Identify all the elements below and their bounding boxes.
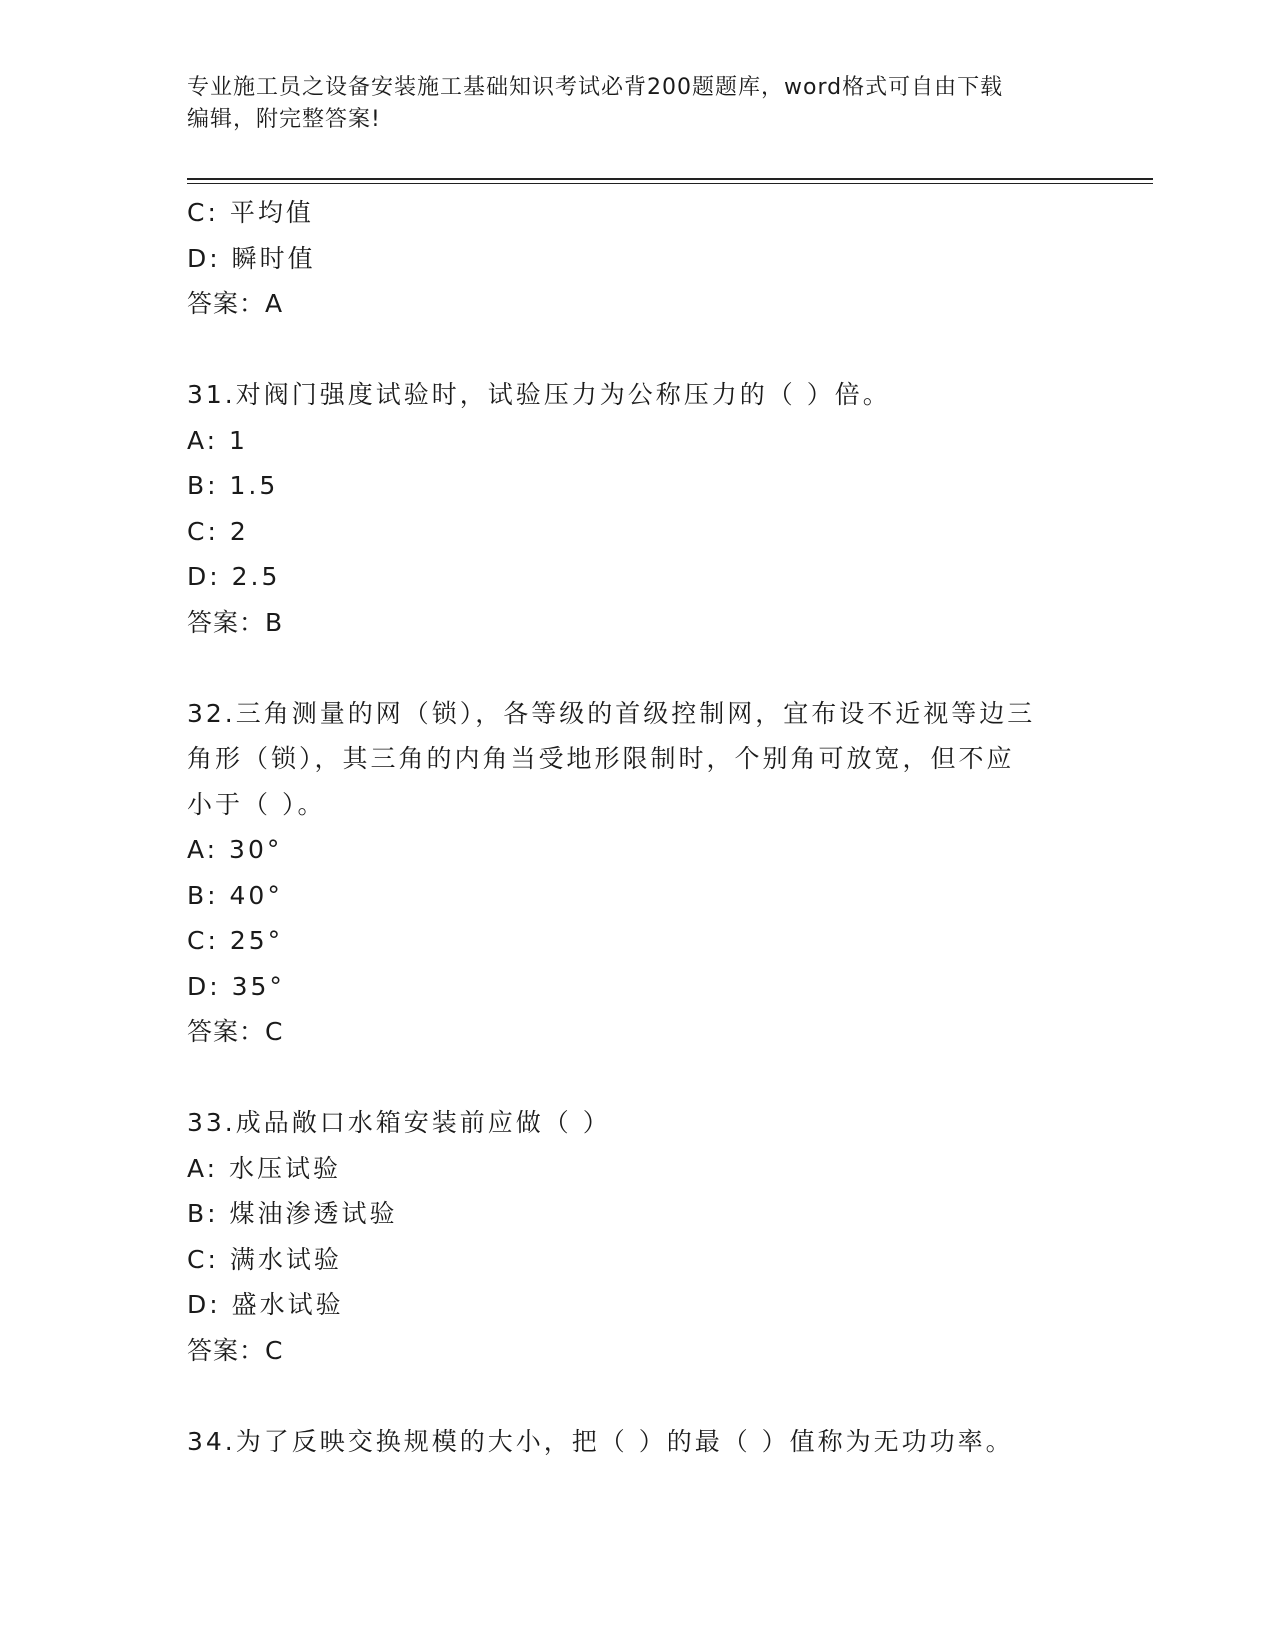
question-31: [187, 372, 1087, 645]
option-d: D: 2.5: [187, 562, 281, 591]
question-32: [187, 691, 1087, 1055]
option-b: B: 40°: [187, 880, 283, 910]
spacer: [187, 327, 1087, 373]
answer: 答案：B: [187, 607, 284, 637]
answer: 答案：C: [187, 1335, 284, 1365]
option-c: C: 满水试验: [187, 1244, 342, 1274]
option-a: A: 1: [187, 425, 248, 455]
question-text-line-2: 角形（锁），其三角的内角当受地形限制时，个别角可放宽，但不应: [187, 744, 1015, 773]
option-c: C: 平均值: [187, 198, 314, 227]
header-divider-thin: [187, 183, 1153, 184]
document-body: [187, 190, 1087, 1464]
question-text: 33.成品敞口水箱安装前应做（ ）: [187, 1108, 611, 1137]
document-header: [187, 72, 1087, 136]
question-text: 34.为了反映交换规模的大小，把（ ）的最（ ）值称为无功功率。: [187, 1426, 1014, 1456]
spacer: [187, 1055, 1087, 1101]
answer: 答案：C: [187, 1017, 284, 1046]
question-33: [187, 1100, 1087, 1373]
header-title-line-1: 专业施工员之设备安装施工基础知识考试必背200题题库，word格式可自由下载: [187, 75, 1004, 100]
option-d: D: 35°: [187, 971, 285, 1001]
question-34: [187, 1419, 1087, 1465]
option-d: D: 瞬时值: [187, 243, 316, 273]
option-c: C: 2: [187, 516, 249, 546]
question-text-line-1: 32.三角测量的网（锁），各等级的首级控制网，宜布设不近视等边三: [187, 698, 1036, 728]
option-a: A: 30°: [187, 835, 283, 864]
spacer: [187, 645, 1087, 691]
option-c: C: 25°: [187, 926, 284, 955]
question-30-tail: [187, 190, 1087, 327]
option-b: B: 煤油渗透试验: [187, 1199, 398, 1228]
answer: 答案：A: [187, 289, 284, 318]
question-text-line-3: 小于（ ）。: [187, 789, 326, 819]
option-d: D: 盛水试验: [187, 1290, 344, 1319]
spacer: [187, 1373, 1087, 1419]
option-b: B: 1.5: [187, 471, 279, 500]
header-title-line-2: 编辑，附完整答案!: [187, 107, 381, 132]
question-text: 31.对阀门强度试验时，试验压力为公称压力的（ ）倍。: [187, 380, 891, 409]
option-a: A: 水压试验: [187, 1153, 342, 1183]
header-divider-thick: [187, 178, 1153, 180]
